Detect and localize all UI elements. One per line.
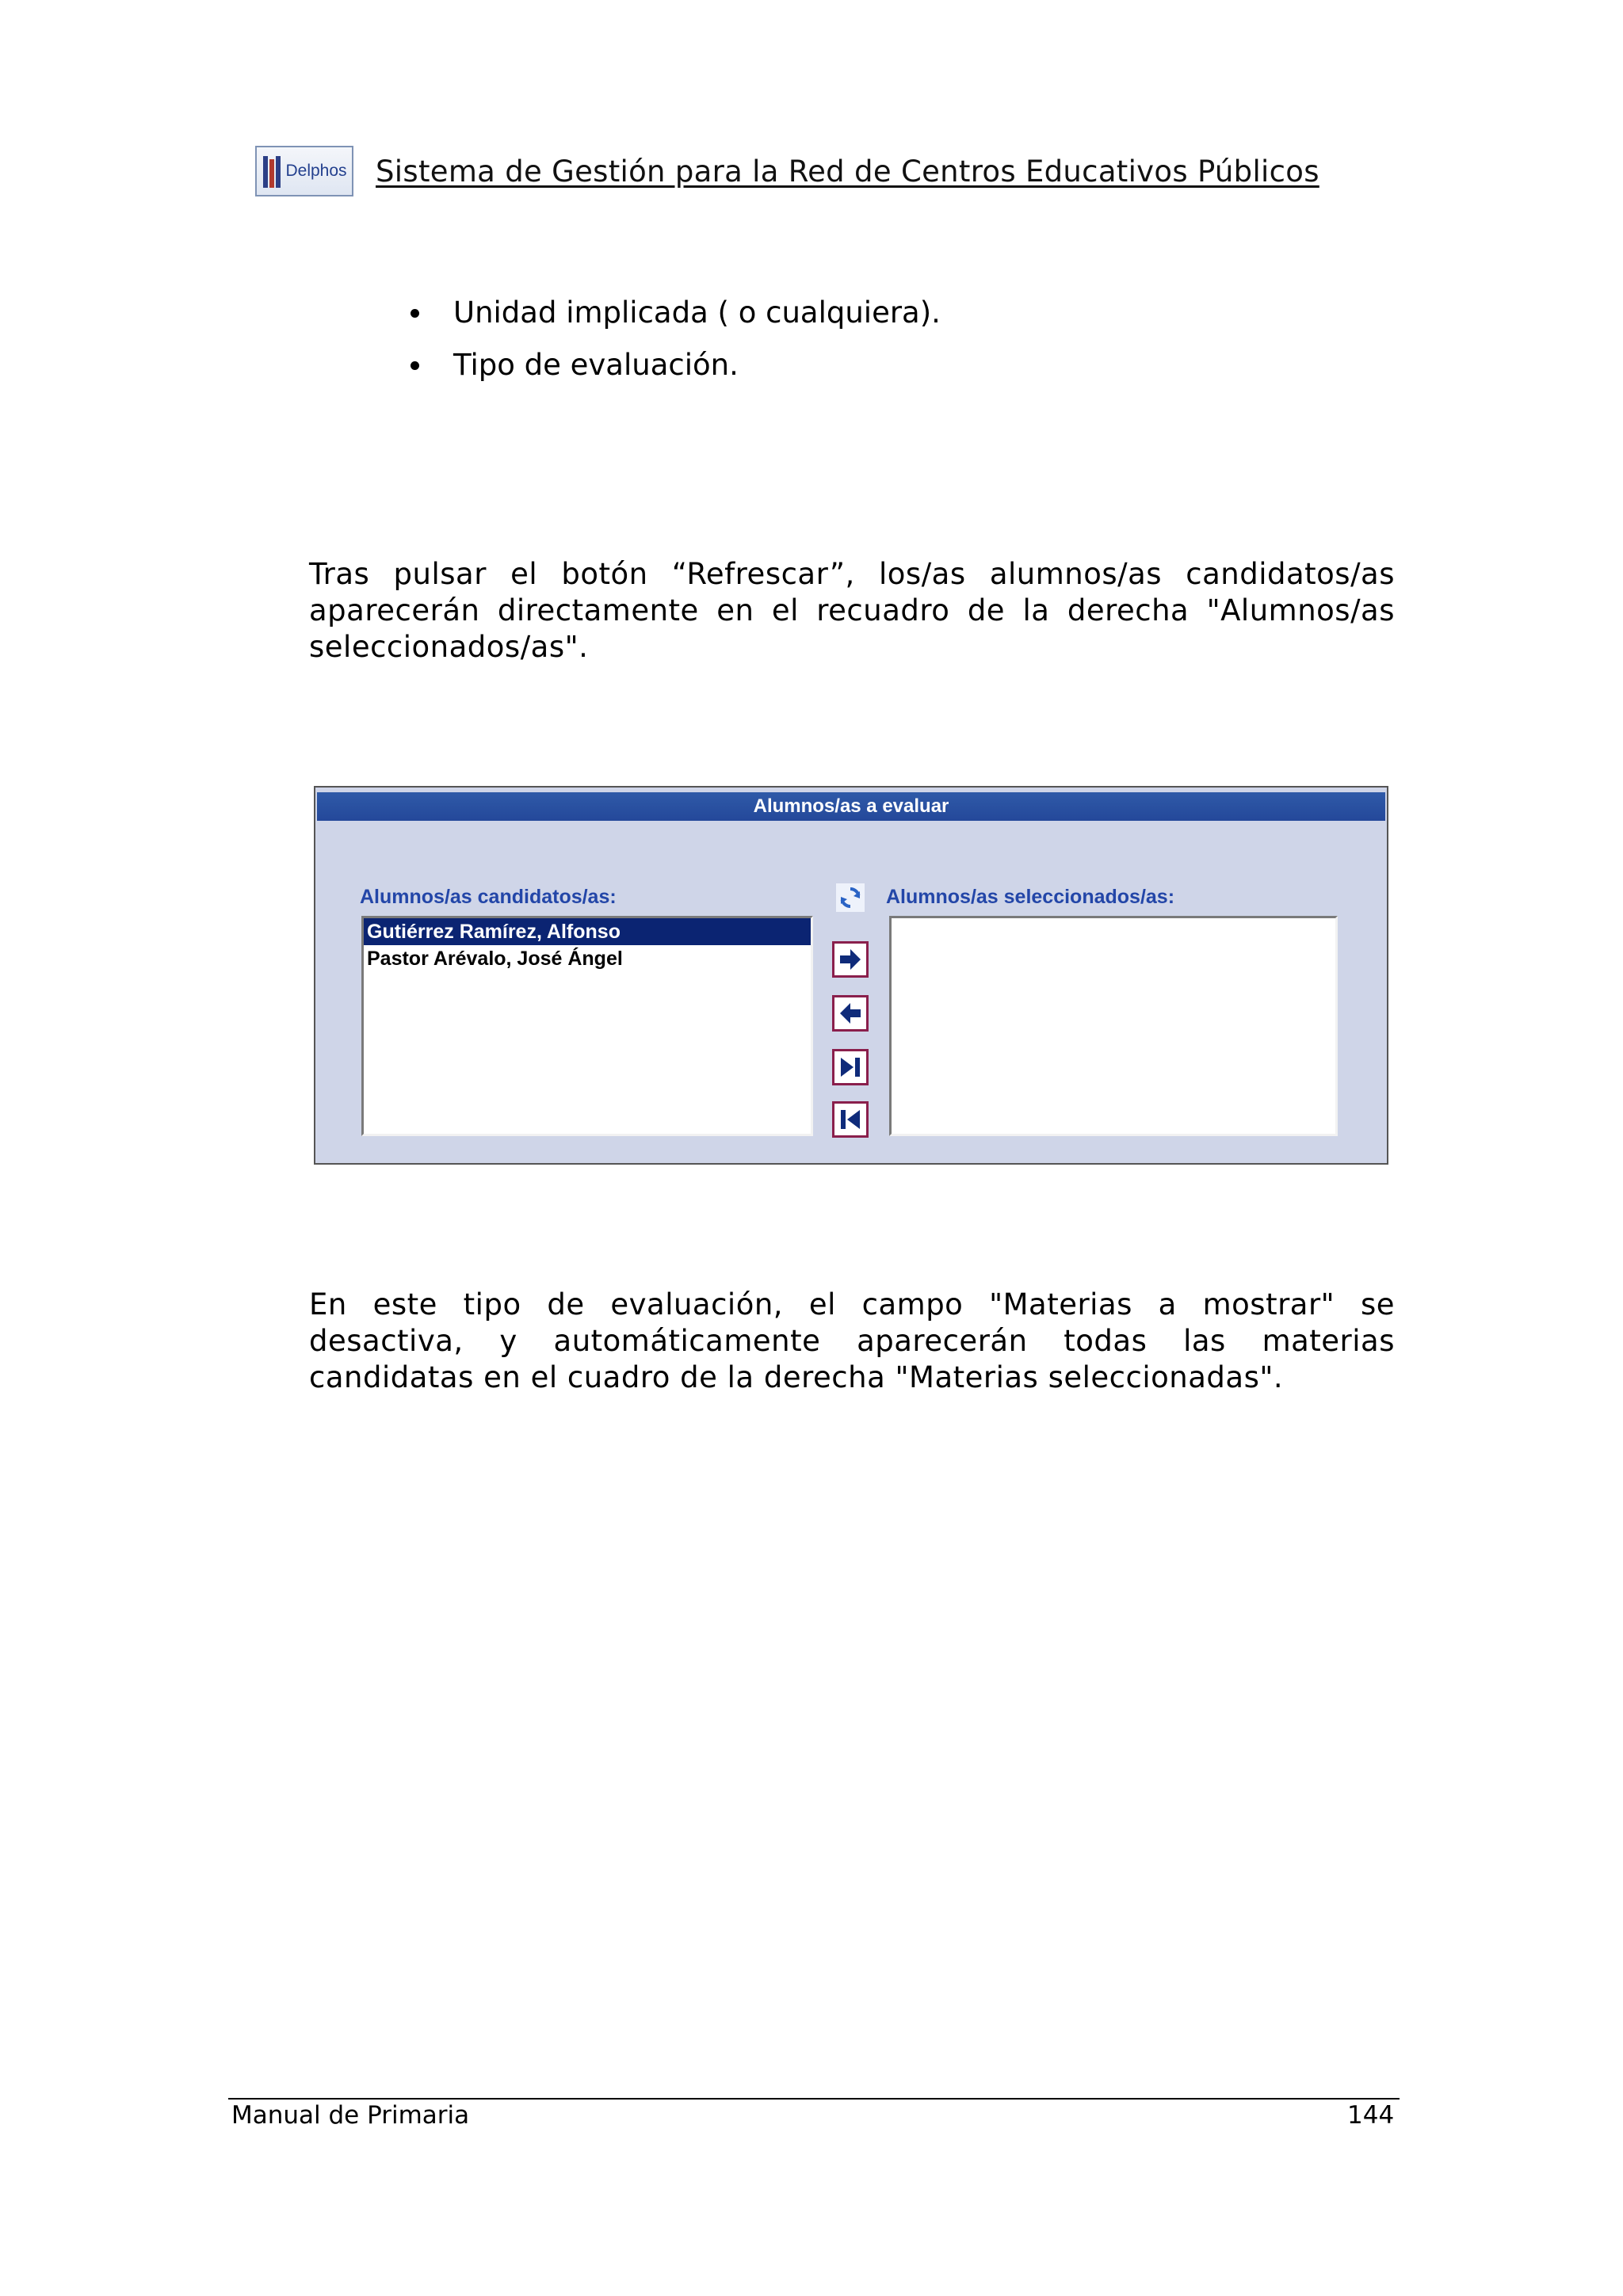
bullet-item: Tipo de evaluación. bbox=[401, 339, 941, 391]
candidates-label: Alumnos/as candidatos/as: bbox=[360, 886, 617, 908]
candidates-listbox[interactable] bbox=[361, 916, 813, 1136]
selected-label: Alumnos/as seleccionados/as: bbox=[886, 886, 1175, 908]
refresh-icon bbox=[835, 883, 865, 913]
panel-title: Alumnos/as a evaluar bbox=[317, 792, 1385, 821]
paragraph-materias: En este tipo de evaluación, el campo "Materias a mostrar" se desactiva, y automáticamente aparecerán todas las materias candidatas en el cuadro de la derecha "Materias seleccionadas". bbox=[309, 1287, 1395, 1394]
selected-listbox[interactable] bbox=[889, 916, 1338, 1136]
add-selected-button[interactable] bbox=[832, 941, 869, 978]
students-panel bbox=[314, 786, 1388, 1165]
arrow-right-icon bbox=[838, 947, 863, 972]
columns-icon bbox=[262, 153, 282, 189]
remove-selected-button[interactable] bbox=[832, 995, 869, 1032]
footer-divider bbox=[228, 2098, 1400, 2100]
bullet-list bbox=[401, 287, 941, 391]
add-all-button[interactable] bbox=[832, 1049, 869, 1085]
refresh-button[interactable] bbox=[834, 881, 867, 914]
remove-all-button[interactable] bbox=[832, 1101, 869, 1138]
page-number: 144 bbox=[1347, 2101, 1395, 2130]
bullet-item: Unidad implicada ( o cualquiera). bbox=[401, 287, 941, 339]
list-item[interactable]: Gutiérrez Ramírez, Alfonso bbox=[364, 918, 811, 945]
page-header bbox=[255, 144, 1319, 198]
logo-text: Delphos bbox=[285, 162, 347, 180]
delphos-logo bbox=[255, 146, 353, 196]
footer-manual-title: Manual de Primaria bbox=[231, 2101, 470, 2130]
paragraph-refresh: Tras pulsar el botón “Refrescar”, los/as alumnos/as candidatos/as aparecerán directamente en el recuadro de la derecha "Alumnos/as seleccionados/as". bbox=[309, 557, 1395, 664]
header-title: Sistema de Gestión para la Red de Centros Educativos Públicos bbox=[376, 154, 1319, 189]
arrow-left-icon bbox=[838, 1001, 863, 1026]
skip-start-icon bbox=[838, 1107, 863, 1132]
list-item[interactable]: Pastor Arévalo, José Ángel bbox=[367, 948, 623, 970]
skip-end-icon bbox=[838, 1055, 863, 1080]
